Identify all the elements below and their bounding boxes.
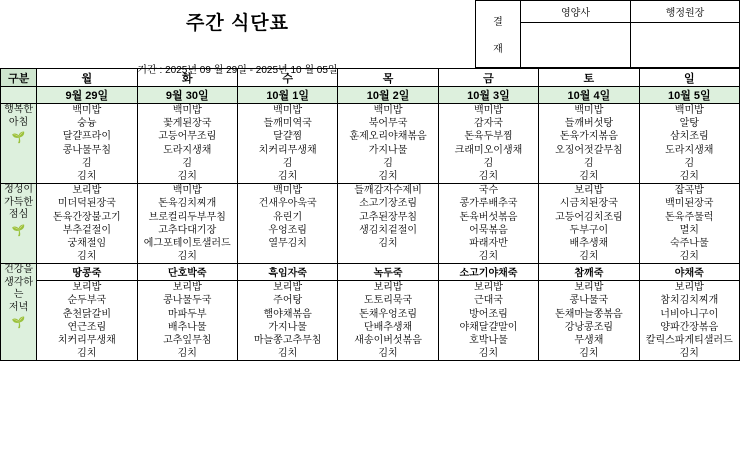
dish-item: 김 xyxy=(483,157,494,169)
dish-item: 들깨감자수제비 xyxy=(354,185,422,197)
dish-item: 무생채 xyxy=(574,335,604,346)
gubun-header: 구분 xyxy=(1,69,37,87)
dish-item: 파래자반 xyxy=(469,237,508,249)
signature-column-director xyxy=(630,0,740,68)
dish-item: 김 xyxy=(82,157,92,169)
signature-column-nutritionist xyxy=(520,0,630,68)
menu-cell-2-4 xyxy=(438,281,538,361)
dish-item: 꽃게된장국 xyxy=(163,118,212,130)
dish-item: 달걀찜 xyxy=(273,131,303,143)
dish-item: 백미밥 xyxy=(72,105,102,116)
dish-item: 우엉조림 xyxy=(268,224,307,236)
dish-item: 백미밥 xyxy=(172,105,202,116)
dish-item: 김 xyxy=(383,157,393,169)
dish-item: 보리밥 xyxy=(574,185,604,197)
dish-item: 김치 xyxy=(177,170,197,182)
dish-item: 보리밥 xyxy=(273,282,303,294)
dish-item: 생김치겉절이 xyxy=(359,224,418,236)
dish-item: 배추생채 xyxy=(569,237,609,249)
dish-item: 단배추생채 xyxy=(363,321,413,333)
soup-cell-2-2: 흑임자죽 xyxy=(237,264,337,281)
menu-cell-2-0 xyxy=(37,281,137,361)
menu-cell-1-3 xyxy=(338,184,438,264)
menu-cell-2-2 xyxy=(237,281,337,361)
meal-label-1: 정성이 가득한 점심 🌱 xyxy=(1,184,37,264)
dish-item: 너비아니구이 xyxy=(660,308,719,320)
signature-header-nutritionist: 영양사 xyxy=(521,1,630,23)
document-header xyxy=(0,0,740,76)
dish-item: 보리밥 xyxy=(473,282,503,294)
dish-item: 김치 xyxy=(378,237,398,249)
dish-item: 돈육가지볶음 xyxy=(559,131,618,143)
menu-cell-0-6 xyxy=(639,104,739,184)
dish-item: 들깨미역국 xyxy=(263,118,312,130)
leaf-icon: 🌱 xyxy=(11,132,26,144)
dish-item: 김치 xyxy=(277,170,298,182)
dish-item: 잡곡밥 xyxy=(674,185,704,197)
dish-item: 칼릭스파게티샐러드 xyxy=(645,335,733,346)
menu-cell-0-2 xyxy=(237,104,337,184)
dish-item: 도토리묵국 xyxy=(363,295,413,307)
menu-cell-0-0 xyxy=(37,104,137,184)
dish-item: 고등어무조림 xyxy=(158,131,217,143)
dish-item: 숭늉 xyxy=(77,118,97,130)
dish-item: 김치 xyxy=(679,251,699,263)
dish-item: 열무김치 xyxy=(268,237,307,249)
dish-item: 삼치조림 xyxy=(669,131,709,143)
menu-cell-0-3 xyxy=(338,104,438,184)
dish-item: 보리밥 xyxy=(574,282,604,294)
dish-item: 방어조림 xyxy=(469,308,508,320)
dish-item: 두부구이 xyxy=(569,224,609,236)
meal-row-1 xyxy=(1,184,740,264)
dish-item: 춘천닭갈비 xyxy=(62,308,111,320)
dow-cell-0: 월 xyxy=(37,69,137,87)
meal-label-2: 건강을 생각하는 저녁 🌱 xyxy=(1,264,37,361)
dish-item: 크래미오이생채 xyxy=(454,144,523,156)
dish-item: 양파간장볶음 xyxy=(660,321,719,333)
menu-cell-2-1 xyxy=(137,281,237,361)
signature-header-director: 행정원장 xyxy=(631,1,739,23)
dish-item: 알탕 xyxy=(679,118,699,130)
dish-item: 백미밥 xyxy=(674,105,704,116)
dish-item: 가지나물 xyxy=(268,321,307,333)
dish-item: 북어무국 xyxy=(368,118,408,130)
dish-item: 마늘쫑고추무침 xyxy=(253,335,322,346)
dish-item: 도라지생채 xyxy=(163,144,212,156)
dish-item: 김치 xyxy=(277,348,298,360)
dish-item: 궁채절임 xyxy=(67,237,107,249)
date-cell-0: 9월 29일 xyxy=(37,87,137,104)
dish-item: 미더덕된장국 xyxy=(57,198,116,210)
soup-cell-2-5: 참깨죽 xyxy=(539,264,639,281)
dish-item: 국수 xyxy=(478,185,499,197)
dish-item: 호박나물 xyxy=(469,335,508,346)
dish-item: 배추나물 xyxy=(167,321,207,333)
dow-cell-5: 토 xyxy=(539,69,639,87)
dish-item: 숙주나물 xyxy=(669,237,709,249)
dish-item: 돈육간장불고기 xyxy=(53,211,121,223)
dish-item: 김치 xyxy=(77,170,97,182)
dish-item: 순두부국 xyxy=(67,295,107,307)
leaf-icon: 🌱 xyxy=(11,224,26,237)
dish-item: 김치 xyxy=(579,348,599,360)
dish-item: 오징어젓갈무침 xyxy=(555,144,623,156)
dish-item: 어묵볶음 xyxy=(469,224,508,236)
dish-item: 보리밥 xyxy=(172,282,202,294)
dish-item: 김치 xyxy=(478,170,499,182)
dish-item: 고추잎무침 xyxy=(163,335,212,346)
page-title: 주간 식단표 xyxy=(185,13,290,34)
dish-item: 백미밥 xyxy=(373,105,403,116)
soup-cell-2-1: 단호박죽 xyxy=(137,264,237,281)
menu-cell-1-1 xyxy=(137,184,237,264)
header-title-area xyxy=(0,0,475,76)
menu-cell-0-4 xyxy=(438,104,538,184)
dish-item: 보리밥 xyxy=(373,282,403,294)
dish-item: 김치 xyxy=(177,348,197,360)
dish-item: 고등어김치조림 xyxy=(555,211,623,223)
dish-item: 부추겉절이 xyxy=(62,224,111,236)
dish-item: 멸치 xyxy=(679,224,699,236)
menu-cell-0-1 xyxy=(137,104,237,184)
dish-item: 콩나물두국 xyxy=(163,295,212,307)
menu-table xyxy=(0,68,740,361)
menu-cell-2-5 xyxy=(539,281,639,361)
dish-item: 김치 xyxy=(478,251,499,263)
date-cell-1: 9월 30일 xyxy=(137,87,237,104)
meal-label-0: 행복한 아침 🌱 xyxy=(1,104,37,184)
dish-item: 백미밥 xyxy=(574,105,604,116)
dish-item: 김치 xyxy=(378,170,398,182)
signature-body-nutritionist xyxy=(521,23,630,67)
meal-row-0 xyxy=(1,104,740,184)
menu-cell-1-5 xyxy=(539,184,639,264)
dow-cell-2: 수 xyxy=(237,69,337,87)
dow-cell-4: 금 xyxy=(438,69,538,87)
date-cell-2: 10월 1일 xyxy=(237,87,337,104)
dish-item: 돈채우엉조림 xyxy=(359,308,418,320)
dish-item: 햄야채볶음 xyxy=(263,308,312,320)
dish-item: 유린기 xyxy=(273,211,303,223)
dish-item: 돈육김치찌개 xyxy=(158,198,217,210)
period-text: 기간 : 2025년 09 월 29일 - 2025년 10 월 05일 xyxy=(137,65,338,76)
dish-item: 콩나물국 xyxy=(569,295,609,307)
menu-cell-2-3 xyxy=(338,281,438,361)
dish-item: 도라지생채 xyxy=(665,144,714,156)
soup-cell-2-3: 녹두죽 xyxy=(338,264,438,281)
dish-item: 고추된장무침 xyxy=(359,211,418,223)
dow-cell-3: 목 xyxy=(338,69,438,87)
dish-item: 마파두부 xyxy=(167,308,207,320)
dish-item: 콩가루배추국 xyxy=(459,198,518,210)
dish-item: 김 xyxy=(282,157,293,169)
gubun-date-cell xyxy=(1,87,37,104)
dish-item: 주어탕 xyxy=(273,295,303,307)
dish-item: 돈채마늘쫑볶음 xyxy=(555,308,623,320)
dish-item: 김치 xyxy=(579,251,599,263)
menu-cell-1-6 xyxy=(639,184,739,264)
dish-item: 김 xyxy=(182,157,193,169)
dish-item: 보리밥 xyxy=(674,282,704,294)
dish-item: 백미밥 xyxy=(473,105,503,116)
dish-item: 김치 xyxy=(679,348,699,360)
dow-cell-6: 일 xyxy=(639,69,739,87)
dish-item: 훈제오리야채볶음 xyxy=(349,131,427,143)
dish-item: 야채달걀말이 xyxy=(459,321,518,333)
menu-cell-1-0 xyxy=(37,184,137,264)
date-cell-4: 10월 3일 xyxy=(438,87,538,104)
dish-item: 달걀프라이 xyxy=(62,131,111,143)
meal-row-2 xyxy=(1,281,740,361)
dish-item: 김 xyxy=(684,157,695,169)
meal-soup-row-2 xyxy=(1,264,740,281)
dish-item: 백미밥 xyxy=(172,185,202,197)
date-cell-6: 10월 5일 xyxy=(639,87,739,104)
dish-item: 백미밥 xyxy=(273,185,303,197)
dish-item: 참치김치찌개 xyxy=(660,295,719,307)
dish-item: 김치 xyxy=(378,348,398,360)
menu-cell-0-5 xyxy=(539,104,639,184)
dish-item: 고추다대기장 xyxy=(158,224,217,236)
dish-item: 김치 xyxy=(177,251,197,263)
dish-item: 들깨버섯탕 xyxy=(564,118,614,130)
approval-label-2: 재 xyxy=(493,44,503,55)
dish-item: 백미밥 xyxy=(273,105,303,116)
signature-body-director xyxy=(631,23,739,67)
date-cell-3: 10월 2일 xyxy=(338,87,438,104)
table-header-date xyxy=(1,87,740,104)
approval-stamp-box xyxy=(475,0,520,68)
dish-item: 감자국 xyxy=(473,118,503,130)
dish-item: 연근조림 xyxy=(67,321,107,333)
menu-cell-1-4 xyxy=(438,184,538,264)
dish-item: 돈육버섯볶음 xyxy=(459,211,518,223)
approval-label-1: 결 xyxy=(493,17,503,28)
dish-item: 돈육주물럭 xyxy=(665,211,714,223)
dish-item: 건새우아욱국 xyxy=(258,198,317,210)
date-cell-5: 10월 4일 xyxy=(539,87,639,104)
dish-item: 돈육두부찜 xyxy=(464,131,513,143)
soup-cell-2-6: 야채죽 xyxy=(639,264,739,281)
dish-item: 소고기장조림 xyxy=(359,198,418,210)
dow-cell-1: 화 xyxy=(137,69,237,87)
soup-cell-2-0: 땅콩죽 xyxy=(37,264,137,281)
dish-item: 새송이버섯볶음 xyxy=(354,335,422,346)
dish-item: 강낭콩조림 xyxy=(564,321,614,333)
dish-item: 가지나물 xyxy=(368,144,408,156)
dish-item: 브로컬리두부무침 xyxy=(148,211,226,223)
menu-cell-1-2 xyxy=(237,184,337,264)
dish-item: 콩나물무침 xyxy=(62,144,111,156)
dish-item: 치커리무생채 xyxy=(57,335,116,346)
dish-item: 치커리무생채 xyxy=(258,144,317,156)
dish-item: 보리밥 xyxy=(72,282,102,294)
dish-item: 김치 xyxy=(77,348,97,360)
dish-item: 김치 xyxy=(478,348,499,360)
dish-item: 근대국 xyxy=(473,295,503,307)
dish-item: 김치 xyxy=(77,251,97,263)
soup-cell-2-4: 소고기야채죽 xyxy=(438,264,538,281)
dish-item: 에그포테이토샐러드 xyxy=(143,237,231,249)
dish-item: 시금치된장국 xyxy=(559,198,618,210)
dish-item: 보리밥 xyxy=(72,185,102,197)
dish-item: 김치 xyxy=(679,170,699,182)
menu-cell-2-6 xyxy=(639,281,739,361)
leaf-icon: 🌱 xyxy=(11,317,26,330)
dish-item: 백미된장국 xyxy=(665,198,714,210)
dish-item: 김치 xyxy=(579,170,599,182)
dish-item: 김 xyxy=(584,157,594,169)
